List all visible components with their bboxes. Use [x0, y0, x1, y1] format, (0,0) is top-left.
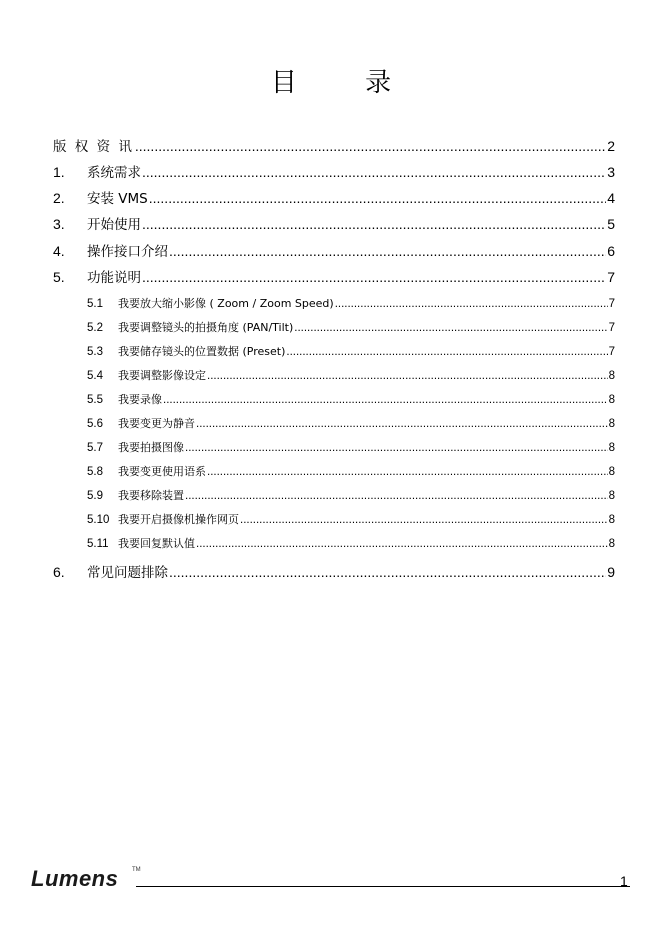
toc-entry-number: 1. — [53, 164, 65, 180]
toc-entry-5-1[interactable] — [87, 295, 615, 311]
toc-leader-dots — [286, 346, 607, 358]
toc-entry-page: 8 — [608, 538, 615, 550]
toc-entry-2[interactable] — [53, 187, 615, 207]
toc-entry-number: 6. — [53, 564, 65, 580]
toc-leader-dots — [185, 442, 608, 454]
toc-entry-title: 我要储存镜头的位置数据 (Preset) — [118, 345, 286, 358]
footer-rule — [136, 886, 630, 887]
toc-entry-number: 5.3 — [87, 346, 103, 358]
toc-entry-number: 5.11 — [87, 538, 109, 550]
toc-entry-title: 常见问题排除 — [87, 565, 168, 581]
toc-entry-5-7[interactable] — [87, 439, 615, 455]
toc-entry-page: 7 — [608, 298, 615, 310]
toc-entry-number: 5.1 — [87, 298, 103, 310]
toc-entry-title: 操作接口介绍 — [87, 244, 168, 260]
toc-entry-5-8[interactable] — [87, 463, 615, 479]
toc-entry-5-4[interactable] — [87, 367, 615, 383]
trademark-mark: TM — [132, 867, 141, 873]
toc-entry-1[interactable] — [53, 161, 615, 181]
toc-entry-title: 系统需求 — [87, 165, 141, 181]
toc-leader-dots — [169, 243, 606, 259]
toc-entry-5-5[interactable] — [87, 391, 615, 407]
toc-entry-5[interactable] — [53, 266, 615, 286]
toc-entry-page: 8 — [608, 466, 615, 478]
toc-entry-title: 开始使用 — [87, 217, 141, 233]
toc-entry-page: 4 — [607, 190, 615, 206]
toc-leader-dots — [196, 538, 608, 550]
toc-entry-page: 8 — [608, 370, 615, 382]
toc-entry-page: 8 — [608, 490, 615, 502]
toc-entry-number: 4. — [53, 243, 65, 259]
toc-leader-dots — [185, 490, 608, 502]
toc-entry-page: 8 — [608, 394, 615, 406]
page-number: 1 — [620, 873, 628, 889]
toc-entry-title: 版 权 资 讯 — [53, 139, 134, 155]
toc-entry-title: 我要开启摄像机操作网页 — [118, 513, 239, 526]
toc-entry-number: 5.7 — [87, 442, 103, 454]
page-title: 目 录 — [270, 68, 422, 98]
toc-entry-title: 我要录像 — [118, 393, 162, 406]
toc-entry-number: 5.2 — [87, 322, 103, 334]
toc-entry-page: 8 — [608, 442, 615, 454]
toc-entry-page: 3 — [607, 164, 615, 180]
toc-entry-title: 安装 VMS — [87, 191, 148, 207]
toc-entry-number: 5.5 — [87, 394, 103, 406]
toc-entry-title: 我要变更为静音 — [118, 417, 195, 430]
toc-entry-title: 我要变更使用语系 — [118, 465, 206, 478]
toc-entry-3[interactable] — [53, 213, 615, 233]
toc-entry-title: 我要放大缩小影像 ( Zoom / Zoom Speed) — [118, 297, 334, 310]
toc-leader-dots — [335, 298, 608, 310]
toc-entry-5-3[interactable] — [87, 343, 615, 359]
toc-leader-dots — [169, 564, 606, 580]
toc-entry-4[interactable] — [53, 240, 615, 260]
toc-leader-dots — [135, 138, 606, 154]
toc-leader-dots — [149, 190, 606, 206]
toc-entry-copyright[interactable] — [53, 135, 615, 155]
toc-leader-dots — [142, 164, 606, 180]
toc-leader-dots — [207, 466, 608, 478]
toc-entry-page: 8 — [608, 514, 615, 526]
toc-entry-number: 2. — [53, 190, 65, 206]
toc-entry-page: 7 — [608, 322, 615, 334]
toc-entry-number: 5. — [53, 269, 65, 285]
toc-leader-dots — [196, 418, 608, 430]
toc-entry-number: 5.6 — [87, 418, 103, 430]
toc-entry-number: 5.10 — [87, 514, 110, 526]
toc-entry-title: 我要调整影像设定 — [118, 369, 206, 382]
toc-entry-6[interactable] — [53, 561, 615, 581]
toc-entry-number: 5.8 — [87, 466, 103, 478]
toc-entry-5-11[interactable] — [87, 535, 615, 551]
toc-entry-title: 我要回复默认值 — [118, 537, 195, 550]
toc-entry-title: 功能说明 — [87, 270, 141, 286]
toc-leader-dots — [207, 370, 608, 382]
toc-entry-page: 9 — [607, 564, 615, 580]
toc-entry-5-10[interactable] — [87, 511, 615, 527]
toc-entry-page: 6 — [607, 243, 615, 259]
toc-entry-page: 2 — [607, 138, 615, 154]
toc-entry-5-2[interactable] — [87, 319, 615, 335]
toc-leader-dots — [240, 514, 608, 526]
toc-leader-dots — [294, 322, 607, 334]
toc-entry-page: 7 — [607, 269, 615, 285]
toc-entry-number: 5.9 — [87, 490, 103, 502]
toc-entry-title: 我要拍摄图像 — [118, 441, 184, 454]
toc-entry-5-9[interactable] — [87, 487, 615, 503]
toc-entry-number: 5.4 — [87, 370, 103, 382]
toc-entry-5-6[interactable] — [87, 415, 615, 431]
toc-entry-page: 7 — [608, 346, 615, 358]
lumens-logo: Lumens — [31, 866, 119, 891]
toc-leader-dots — [163, 394, 608, 406]
toc-leader-dots — [142, 269, 606, 285]
toc-leader-dots — [142, 216, 606, 232]
toc-entry-number: 3. — [53, 216, 65, 232]
toc-entry-title: 我要调整镜头的拍摄角度 (PAN/Tilt) — [118, 321, 294, 334]
toc-entry-page: 8 — [608, 418, 615, 430]
toc-entry-title: 我要移除装置 — [118, 489, 184, 502]
toc-entry-page: 5 — [607, 216, 615, 232]
